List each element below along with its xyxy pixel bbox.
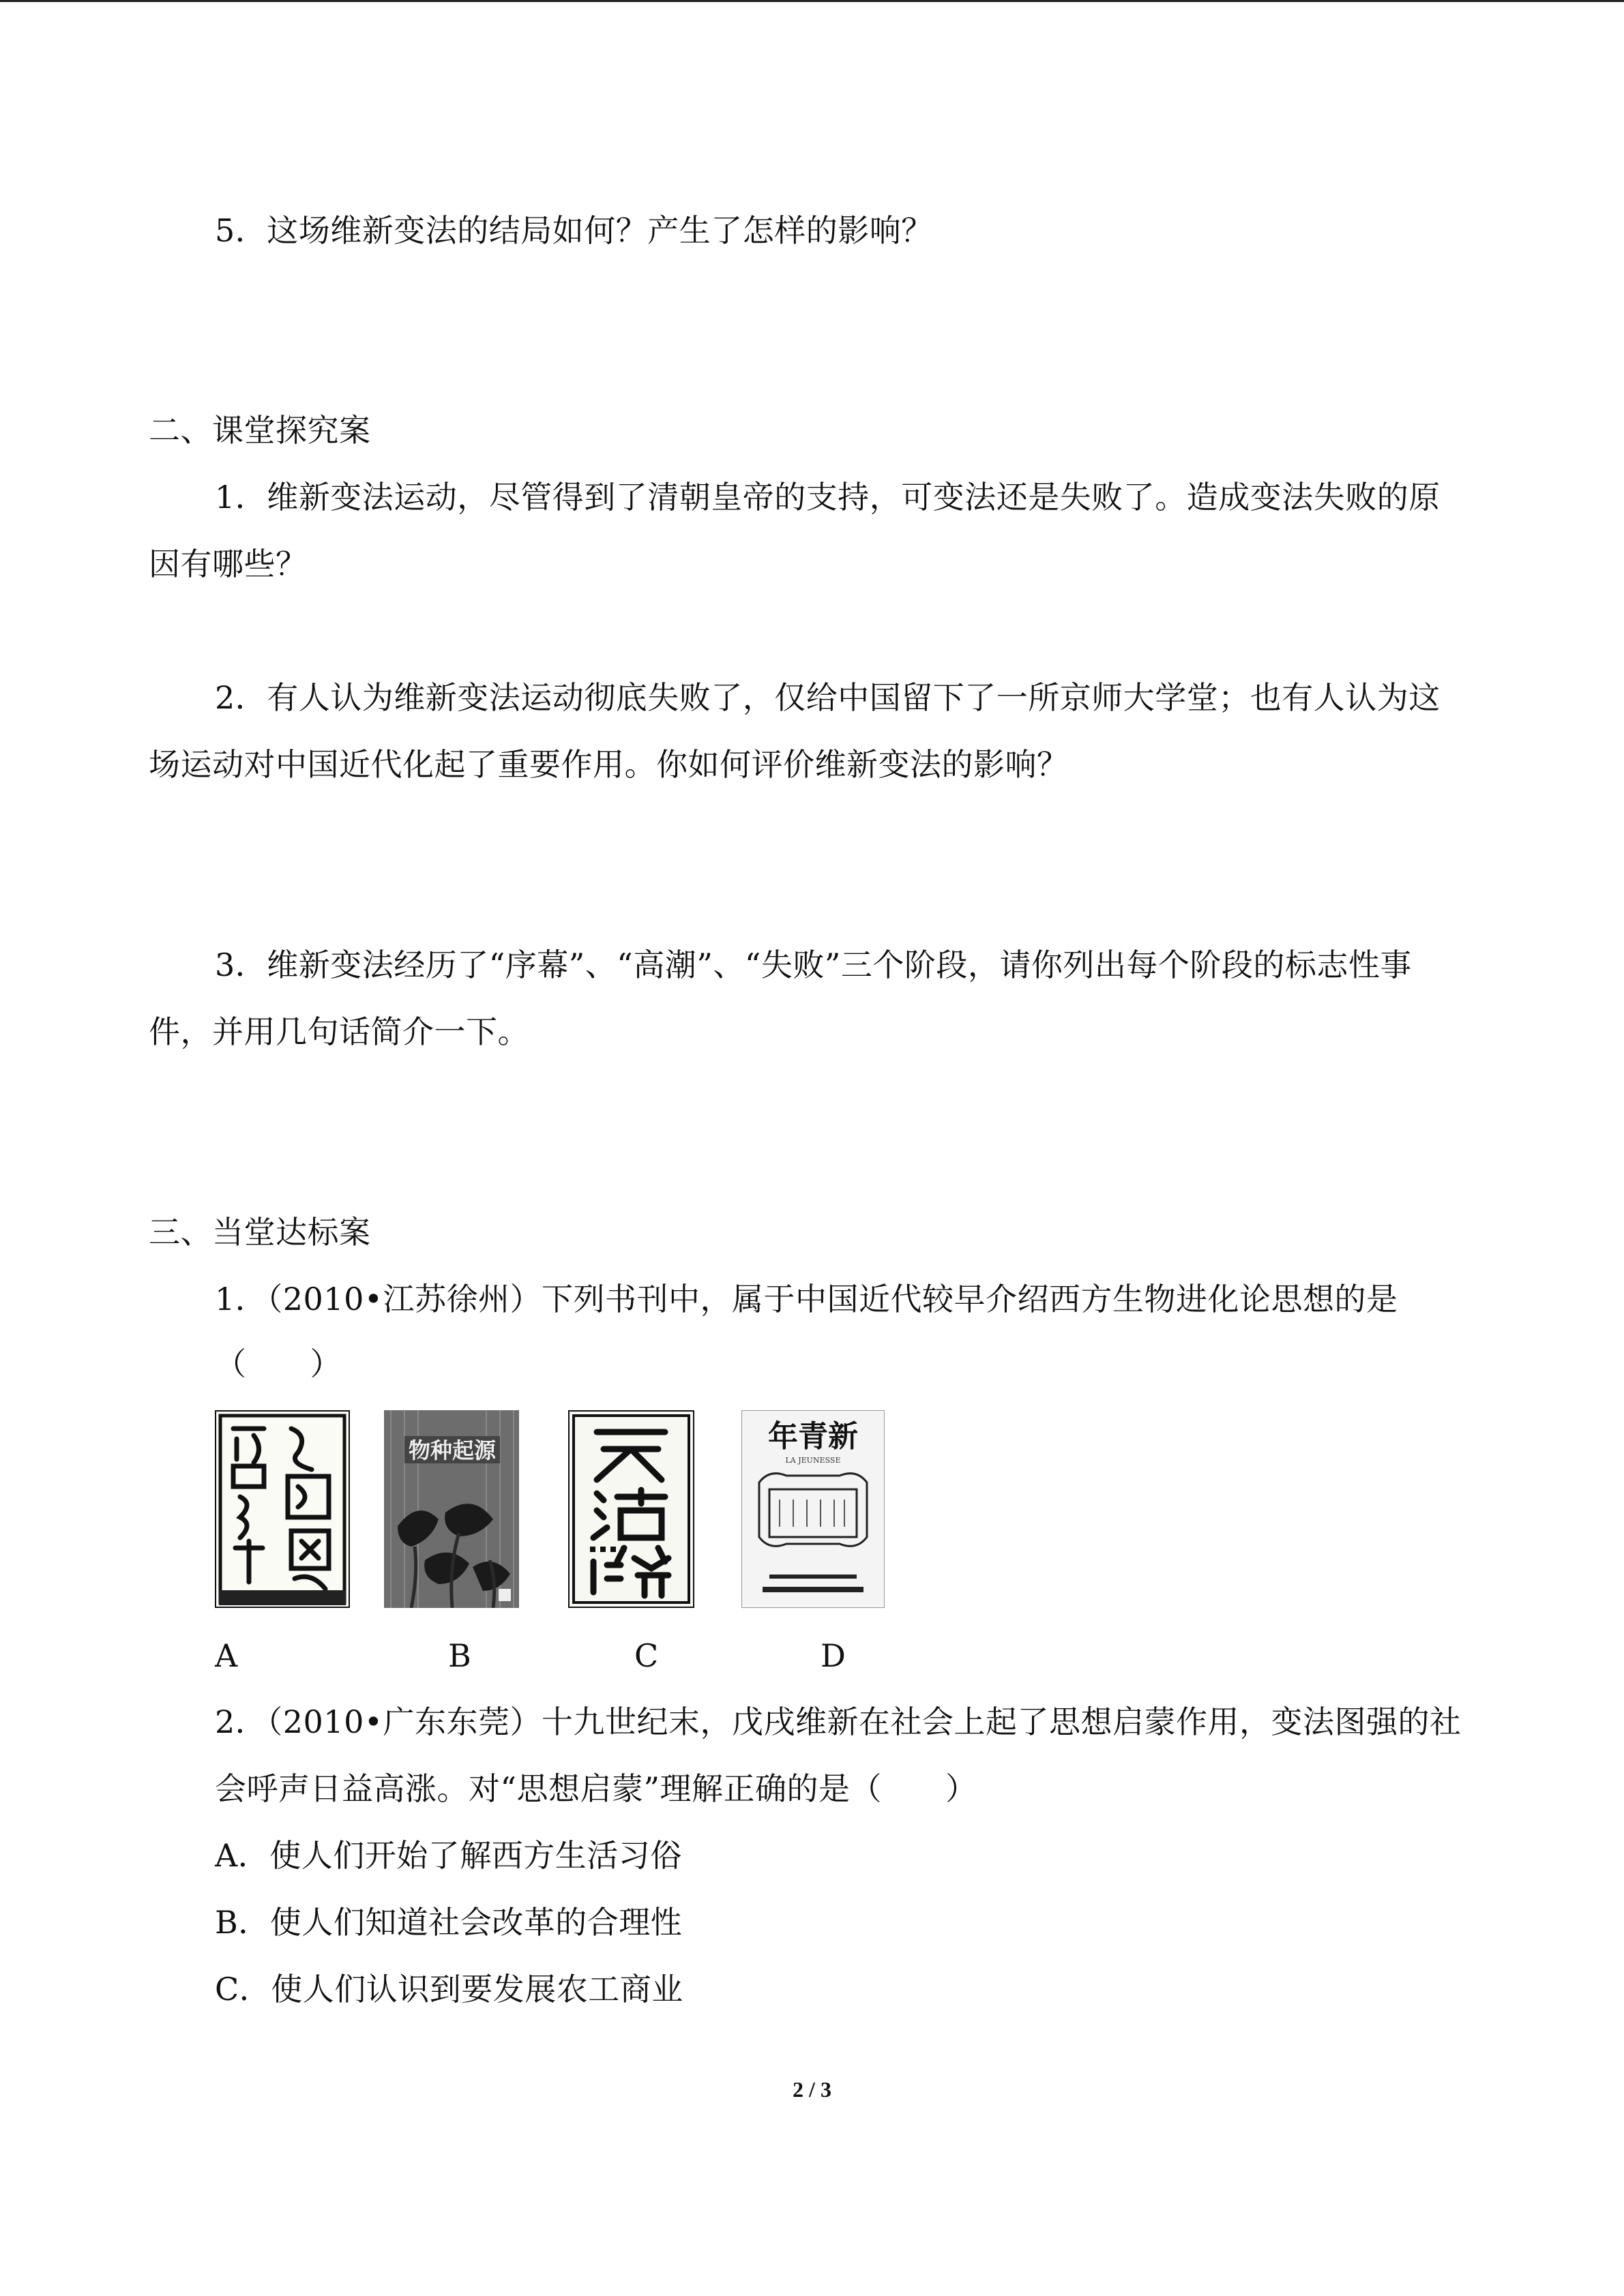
s2-question-1-line-1: 1．维新变法运动，尽管得到了清朝皇帝的支持，可变法还是失败了。造成变法失败的原	[215, 479, 1441, 516]
section-2-heading: 二、课堂探究案	[149, 412, 371, 449]
s2-question-3-line-1: 3．维新变法经历了“序幕”、“高潮”、“失败”三个阶段，请你列出每个阶段的标志性事	[215, 946, 1412, 983]
new-youth-cover-icon	[742, 1411, 884, 1607]
s3-question-1-answer-blank: （ ）	[215, 1345, 342, 1382]
option-label-a: A	[215, 1637, 238, 1674]
page-number: 2 / 3	[793, 2077, 831, 2102]
tianyanlun-calligraphy-icon	[570, 1412, 693, 1607]
birds-illustration-icon	[384, 1410, 519, 1608]
cover-b-title: 物种起源	[408, 1437, 497, 1463]
seal-script-calligraphy-icon	[216, 1412, 349, 1607]
question-5: 5．这场维新变法的结局如何？产生了怎样的影响？	[215, 212, 933, 249]
s3-question-2-choice-a: A．使人们开始了解西方生活习俗	[215, 1837, 682, 1874]
s2-question-2-line-1: 2．有人认为维新变法运动彻底失败了，仅给中国留下了一所京师大学堂；也有人认为这	[215, 679, 1441, 716]
s3-question-2-line-1: 2．（2010•广东东莞）十九世纪末，戊戌维新在社会上起了思想启蒙作用，变法图强的社	[215, 1703, 1462, 1740]
s3-question-2-choice-b: B．使人们知道社会改革的合理性	[215, 1904, 683, 1941]
cover-d-subtitle: LA JEUNESSE	[785, 1456, 841, 1465]
s3-question-2-choice-c: C．使人们认识到要发展农工商业	[215, 1971, 683, 2008]
option-label-c: C	[634, 1637, 659, 1674]
option-label-d: D	[821, 1637, 846, 1674]
s2-question-3-line-2: 件，并用几句话简介一下。	[149, 1013, 529, 1050]
book-cover-a-image	[215, 1410, 350, 1608]
section-3-heading: 三、当堂达标案	[149, 1214, 371, 1251]
s2-question-2-line-2: 场运动对中国近代化起了重要作用。你如何评价维新变法的影响？	[149, 746, 1069, 783]
option-label-b: B	[448, 1637, 471, 1674]
cover-d-title: 年青新	[768, 1419, 858, 1454]
book-cover-b-image	[384, 1410, 519, 1608]
s3-question-1-line-1: 1．（2010•江苏徐州）下列书刊中，属于中国近代较早介绍西方生物进化论思想的是	[215, 1281, 1398, 1317]
s3-question-2-line-2: 会呼声日益高涨。对“思想启蒙”理解正确的是（ ）	[215, 1770, 977, 1807]
s2-question-1-line-2: 因有哪些？	[149, 546, 308, 582]
book-cover-c-image	[568, 1410, 694, 1608]
magazine-cover-d-image	[741, 1410, 885, 1608]
page-top-border	[0, 0, 1624, 2]
